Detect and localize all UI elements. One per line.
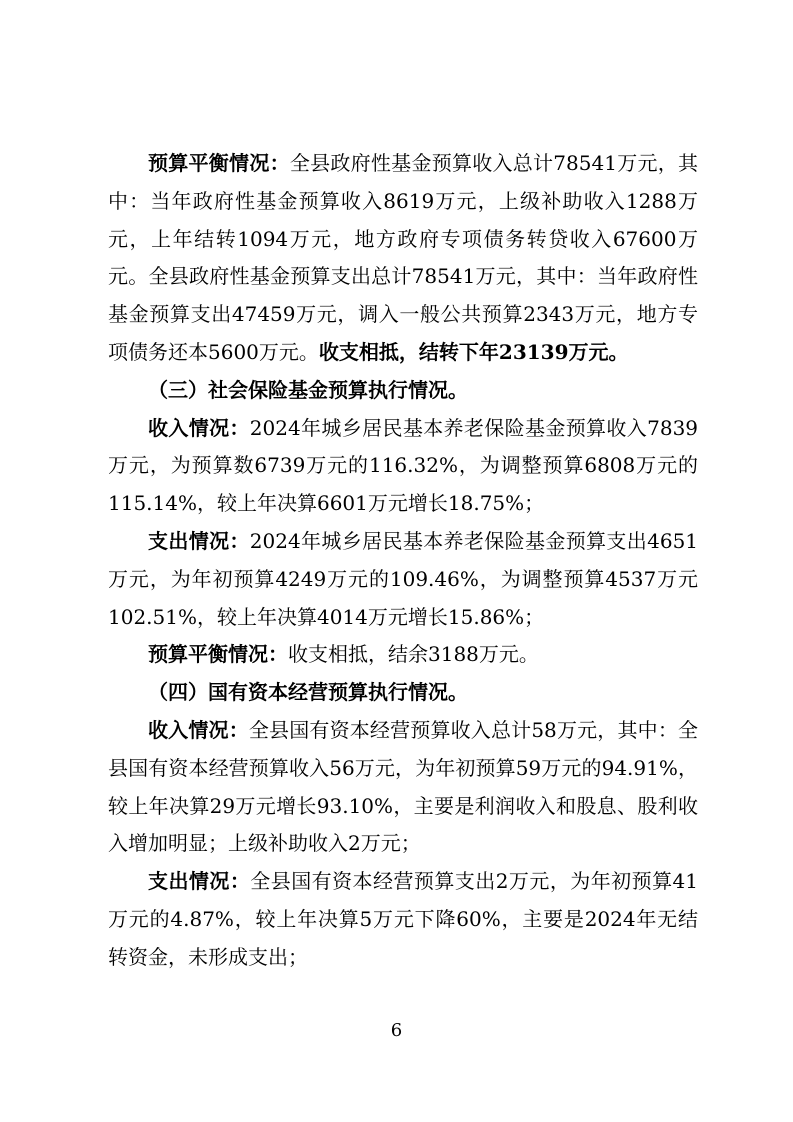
paragraph-social-income [108, 410, 698, 523]
paragraph-lead: 支出情况： [148, 528, 250, 553]
paragraph-text: 全县国有资本经营预算支出2万元，为年初预算41万元的4.87%，较上年决算5万元下降60%，主要是2024年无结转资金，未形成支出； [108, 869, 698, 969]
paragraph-text: 2024年城乡居民基本养老保险基金预算收入7839万元，为预算数6739万元的116.32%，为调整预算6808万元的115.14%，较上年决算6601万元增长18.75%； [108, 415, 699, 516]
paragraph-capital-income [108, 712, 698, 863]
paragraph-text: 全县政府性基金预算收入总计78541万元，其中：当年政府性基金预算收入8619万元，上级补助收入1288万元，上年结转1094万元，地方政府专项债务转贷收入67600万元。全县政府性基金预算支出总计78541万元，其中：当年政府性基金预算支出47459万元，调入一般公共预算2343万元，地方专项债务还本5600万元。 [108, 151, 698, 364]
paragraph-lead: 预算平衡情况： [148, 151, 290, 175]
paragraph-fund-balance [108, 145, 698, 372]
paragraph-capital-expense [108, 863, 698, 976]
document-body [108, 145, 698, 977]
paragraph-bold-tail: 收支相抵，结转下年23139万元。 [318, 339, 629, 364]
paragraph-social-balance [108, 636, 698, 674]
paragraph-lead: 预算平衡情况： [148, 642, 288, 667]
section-heading-social-insurance: （三）社会保险基金预算执行情况。 [148, 377, 468, 402]
paragraph-text: 全县国有资本经营预算收入总计58万元，其中：全县国有资本经营预算收入56万元，为年初预算59万元的94.91%，较上年决算29万元增长93.10%，主要是利润收入和股息、股利收入增加明显；上级补助收入2万元； [108, 717, 698, 856]
paragraph-text: 2024年城乡居民基本养老保险基金预算支出4651万元，为年初预算4249万元的109.46%，为调整预算4537万元102.51%，较上年决算4014万元增长15.86%； [108, 528, 699, 629]
section-heading-state-capital: （四）国有资本经营预算执行情况。 [148, 680, 468, 705]
page-number: 6 [390, 1020, 403, 1041]
paragraph-text: 收支相抵，结余3188万元。 [288, 642, 539, 667]
paragraph-lead: 支出情况： [148, 869, 251, 894]
paragraph-lead: 收入情况： [148, 717, 249, 742]
paragraph-social-expense [108, 523, 698, 636]
paragraph-lead: 收入情况： [148, 415, 250, 440]
